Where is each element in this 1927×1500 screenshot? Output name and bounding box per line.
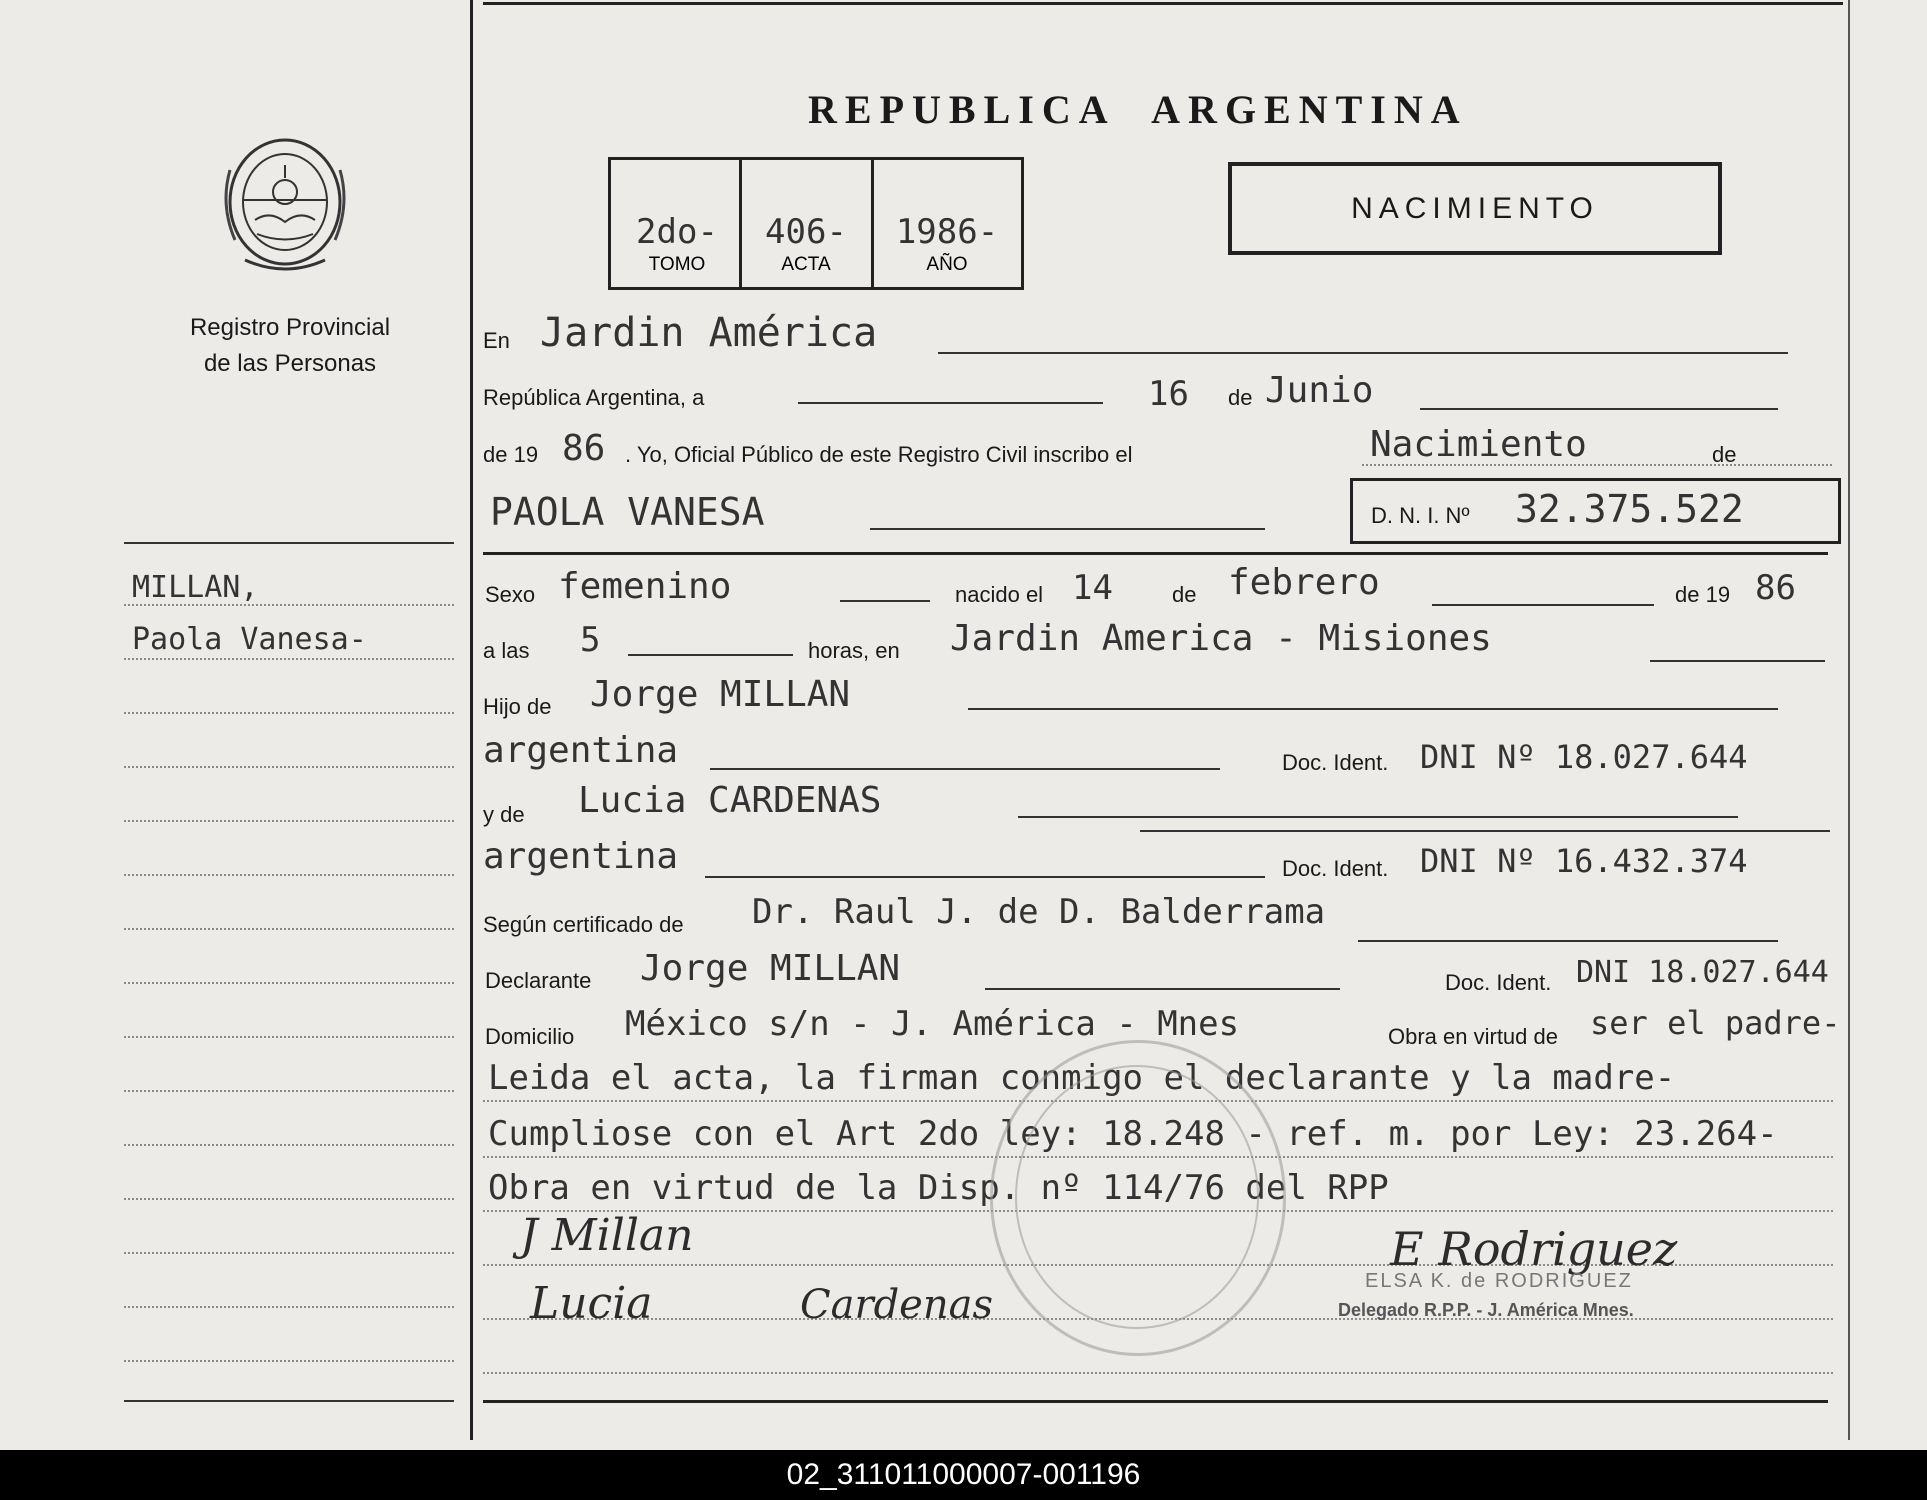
father-rule — [968, 708, 1778, 710]
bottom-rule — [483, 1400, 1828, 1403]
birth-year-label: de 19 — [1675, 582, 1731, 607]
tomo-value: 2do- — [636, 212, 718, 252]
dni-box — [1350, 478, 1841, 544]
registration-month: Junio — [1265, 370, 1374, 411]
declarante-label: Declarante — [485, 968, 592, 993]
registry-name-line1: Registro Provincial — [189, 314, 391, 341]
tomo-label: TOMO — [648, 254, 706, 275]
margin-row — [124, 658, 454, 660]
margin-row — [124, 766, 454, 768]
birth-day: 14 — [1072, 568, 1113, 608]
mother-nationality: argentina — [483, 836, 679, 877]
margin-row — [124, 982, 454, 984]
declarant-rule — [985, 988, 1340, 990]
birth-year: 86 — [1755, 568, 1796, 608]
margin-row — [124, 1090, 454, 1092]
column-divider — [470, 0, 473, 1440]
year-prefix-label: de 19 — [483, 442, 539, 467]
de-label: de — [1228, 385, 1253, 410]
margin-bottom-rule — [124, 1400, 454, 1402]
de-label-3: de — [1172, 582, 1197, 607]
hour-rule — [628, 654, 793, 656]
coat-of-arms-misiones-icon — [215, 130, 355, 280]
mother-doc: DNI Nº 16.432.374 — [1420, 842, 1748, 880]
father-doc: DNI Nº 18.027.644 — [1420, 738, 1748, 776]
certifier-rule — [1358, 940, 1778, 942]
record-type-box — [1228, 162, 1722, 255]
margin-row — [124, 1252, 454, 1254]
mother-rule-2 — [1140, 830, 1830, 832]
month-rule — [1420, 408, 1778, 410]
ref-divider-1 — [739, 160, 742, 287]
republica-label: República Argentina, a — [483, 385, 705, 410]
note-line-2: Cumpliose con el Art 2do ley: 18.248 - ref. m. por Ley: 23.264- — [488, 1114, 1778, 1154]
registration-year: 86 — [562, 428, 606, 469]
person-name: PAOLA VANESA — [490, 490, 765, 534]
birth-hour: 5 — [580, 620, 601, 660]
declarant-name: Jorge MILLAN — [640, 948, 901, 989]
doc-label-2: Doc. Ident. — [1282, 856, 1389, 881]
statement-text: . Yo, Oficial Público de este Registro Civil inscribo el — [625, 442, 1133, 467]
stamp-inner-ring — [1015, 1065, 1259, 1329]
margin-row — [124, 604, 454, 606]
top-border — [483, 2, 1843, 5]
margin-row — [124, 1036, 454, 1038]
margin-row — [124, 1198, 454, 1200]
mother-rule — [1018, 816, 1738, 818]
officer-stamp-name: ELSA K. de RODRIGUEZ — [1365, 1270, 1633, 1292]
father-nationality: argentina — [483, 730, 679, 771]
doc-label: Doc. Ident. — [1282, 750, 1389, 775]
note-line-3: Obra en virtud de la Disp. nº 114/76 del RPP — [488, 1168, 1389, 1208]
margin-row — [124, 712, 454, 714]
officer-signature: E Rodriguez — [1390, 1222, 1678, 1276]
address-value: México s/n - J. América - Mnes — [625, 1004, 1240, 1044]
section-rule — [483, 552, 1828, 555]
obra-value: ser el padre- — [1590, 1004, 1841, 1042]
birth-place: Jardin America - Misiones — [950, 618, 1492, 659]
note-rule-6 — [483, 1372, 1833, 1374]
hijo-label: Hijo de — [483, 694, 552, 719]
margin-row — [124, 820, 454, 822]
anio-label: AÑO — [926, 254, 968, 275]
margin-row — [124, 874, 454, 876]
a-las-label: a las — [483, 638, 530, 663]
note-line-1: Leida el acta, la firman conmigo el declarante y la madre- — [488, 1058, 1676, 1098]
place-rule — [938, 352, 1788, 354]
margin-surname: MILLAN, — [132, 570, 259, 605]
name-rule — [870, 528, 1265, 530]
ref-divider-2 — [871, 160, 874, 287]
anio-value: 1986- — [895, 212, 999, 252]
event-rule — [1362, 464, 1832, 466]
birth-month-rule — [1432, 604, 1654, 606]
mother-name: Lucia CARDENAS — [578, 780, 882, 821]
record-type-label: NACIMIENTO — [1351, 191, 1599, 225]
birth-month: febrero — [1228, 562, 1380, 603]
margin-row — [124, 1306, 454, 1308]
segun-label: Según certificado de — [483, 912, 684, 937]
declarant-doc: DNI 18.027.644 — [1576, 955, 1829, 990]
father-signature: J Millan — [520, 1210, 694, 1261]
margin-row — [124, 928, 454, 930]
margin-top-rule — [124, 542, 454, 544]
right-border — [1848, 0, 1850, 1440]
margin-row — [124, 1144, 454, 1146]
mother-signature-first: Lucia — [530, 1278, 653, 1329]
father-nat-rule — [710, 768, 1220, 770]
de-label-2: de — [1712, 442, 1737, 467]
reference-box — [608, 157, 1024, 290]
mother-nat-rule — [705, 876, 1265, 878]
horas-label: horas, en — [808, 638, 900, 663]
officer-stamp-title: Delegado R.P.P. - J. América Mnes. — [1338, 1300, 1634, 1320]
en-label: En — [483, 328, 510, 353]
birth-place-rule — [1650, 660, 1825, 662]
sexo-label: Sexo — [485, 582, 536, 607]
obra-label: Obra en virtud de — [1388, 1024, 1558, 1049]
place-value: Jardin América — [540, 310, 878, 356]
sexo-value: femenino — [558, 566, 732, 607]
official-round-stamp — [990, 1040, 1286, 1356]
nacido-label: nacido el — [955, 582, 1044, 607]
dni-value: 32.375.522 — [1515, 487, 1744, 531]
acta-label: ACTA — [781, 254, 831, 275]
sexo-rule — [840, 600, 930, 602]
provincial-seal — [215, 130, 355, 280]
registry-name — [120, 310, 460, 382]
event-type: Nacimiento — [1370, 424, 1587, 465]
margin-given-names: Paola Vanesa- — [132, 622, 367, 657]
mother-signature-last: Cardenas — [800, 1282, 993, 1328]
file-id-bar — [0, 1450, 1927, 1500]
registry-name-line2: de las Personas — [203, 350, 377, 377]
domicilio-label: Domicilio — [485, 1024, 575, 1049]
file-id: 02_311011000007-001196 — [786, 1458, 1141, 1491]
date-blank-rule — [798, 402, 1103, 404]
registration-day: 16 — [1148, 374, 1189, 414]
certifier-name: Dr. Raul J. de D. Balderrama — [752, 892, 1326, 932]
margin-row — [124, 1360, 454, 1362]
y-de-label: y de — [483, 802, 525, 827]
doc-label-3: Doc. Ident. — [1445, 970, 1552, 995]
country-title: REPUBLICA ARGENTINA — [808, 87, 1468, 132]
acta-value: 406- — [765, 212, 847, 252]
dni-label: D. N. I. Nº — [1371, 503, 1470, 528]
father-name: Jorge MILLAN — [590, 674, 851, 715]
